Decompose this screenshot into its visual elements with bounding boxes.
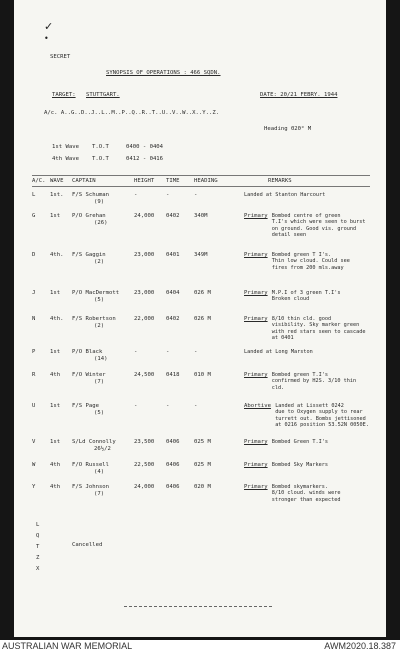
row-wave: 4th: [50, 372, 61, 378]
row-wave: 4th.: [50, 316, 64, 322]
row-remarks: Bombed Sky Markers: [271, 462, 329, 468]
row-time: 0402: [166, 213, 180, 219]
row-result: Primary: [244, 252, 268, 258]
row-wave: 1st: [50, 349, 61, 355]
wave-1-label: 1st Wave: [52, 144, 79, 150]
row-height: -: [134, 403, 138, 409]
heading: Heading 020° M: [264, 126, 312, 132]
row-time: 0402: [166, 316, 180, 322]
cancelled-aircraft: Q: [36, 533, 40, 539]
cancelled-label: Cancelled: [72, 542, 103, 548]
bottom-rule: [124, 606, 272, 607]
row-result: Primary: [244, 316, 268, 322]
footer-right: AWM2020.18.387: [324, 641, 396, 651]
row-height: -: [134, 349, 138, 355]
row-height: 23,000: [134, 290, 155, 296]
row-captain: F/S Page: [72, 403, 99, 409]
row-captain-no: (2): [94, 323, 105, 329]
row-captain: P/O MacDermott: [72, 290, 120, 296]
row-wave: 4th.: [50, 252, 64, 258]
row-captain: F/O Russell: [72, 462, 110, 468]
footer-bar: [0, 640, 400, 653]
col-ac: A/C.: [32, 178, 46, 184]
row-height: 22,000: [134, 316, 155, 322]
col-height: HEIGHT: [134, 178, 155, 184]
wave-4-tot: T.O.T: [92, 156, 109, 162]
row-time: -: [166, 349, 170, 355]
row-captain: S/Ld Connolly: [72, 439, 116, 445]
row-captain: F/O Winter: [72, 372, 106, 378]
row-time: 0406: [166, 462, 180, 468]
row-wave: 1st: [50, 290, 61, 296]
row-captain-no: (7): [94, 379, 105, 385]
row-captain-no: (26): [94, 220, 108, 226]
row-heading: 349M: [194, 252, 208, 258]
row-time: 0404: [166, 290, 180, 296]
row-ac: W: [32, 462, 36, 468]
row-captain-no: (9): [94, 199, 105, 205]
row-heading: 010 M: [194, 372, 211, 378]
row-height: 24,000: [134, 213, 155, 219]
row-wave: 1st: [50, 439, 61, 445]
row-remarks: Landed at Long Marston: [244, 349, 313, 355]
row-heading: -: [194, 403, 198, 409]
row-heading: -: [194, 349, 198, 355]
row-wave: 1st: [50, 213, 61, 219]
row-height: -: [134, 192, 138, 198]
cancelled-aircraft: L: [36, 522, 40, 528]
row-captain: F/S Gaggin: [72, 252, 106, 258]
row-captain: F/S Robertson: [72, 316, 116, 322]
row-ac: P: [32, 349, 36, 355]
row-result: Primary: [244, 290, 268, 296]
wave-1-tot: T.O.T: [92, 144, 109, 150]
row-ac: L: [32, 192, 36, 198]
row-wave: 4th: [50, 484, 61, 490]
row-remarks: Landed at Lissett 0242 due to Oxygen supply to rear turrett out. Bombs jettisoned at 0216 position 53.52N 0050E.: [275, 403, 369, 429]
row-time: 0418: [166, 372, 180, 378]
row-height: 24,000: [134, 484, 155, 490]
row-result: Primary: [244, 462, 268, 468]
row-captain: P/O Grehan: [72, 213, 106, 219]
aircraft-list: A/c. A..G..D..J..L..M..P..Q..R..T..U..V..W..X..Y..Z.: [44, 110, 220, 116]
row-captain-no: 26½/2: [94, 446, 111, 452]
classification: SECRET: [50, 54, 71, 60]
row-ac: R: [32, 372, 36, 378]
row-heading: 340M: [194, 213, 208, 219]
row-ac: D: [32, 252, 36, 258]
wave-1-time: 0400 - 0404: [126, 144, 164, 150]
row-height: 23,000: [134, 252, 155, 258]
row-time: 0406: [166, 439, 180, 445]
row-time: 0401: [166, 252, 180, 258]
row-captain: F/S Johnson: [72, 484, 110, 490]
row-heading: -: [194, 192, 198, 198]
row-result: Primary: [244, 439, 268, 445]
row-heading: 026 M: [194, 316, 211, 322]
row-height: 22,500: [134, 462, 155, 468]
row-captain-no: (14): [94, 356, 108, 362]
row-heading: 025 M: [194, 439, 211, 445]
row-remarks: Bombed skymarkers. 8/10 cloud. winds were stronger than expected: [271, 484, 341, 503]
row-captain-no: (5): [94, 297, 105, 303]
document-sheet: [14, 0, 386, 637]
target-label: TARGET:: [52, 92, 76, 98]
row-heading: 020 M: [194, 484, 211, 490]
row-remarks: M.P.I of 3 green T.I's Broken cloud: [271, 290, 341, 303]
row-time: -: [166, 403, 170, 409]
row-remarks: Bombed Green T.I's: [271, 439, 329, 445]
date: DATE: 20/21 FEBRY. 1944: [260, 92, 338, 98]
row-height: 23,500: [134, 439, 155, 445]
row-wave: 4th: [50, 462, 61, 468]
row-remarks: 8/10 thin cld. good visibility. Sky marker green with red stars seen to cascade at 0401: [271, 316, 366, 342]
col-heading: HEADING: [194, 178, 218, 184]
row-ac: V: [32, 439, 36, 445]
row-time: 0406: [166, 484, 180, 490]
row-result: Primary: [244, 372, 268, 378]
row-heading: 026 M: [194, 290, 211, 296]
row-captain-no: (5): [94, 410, 105, 416]
row-ac: N: [32, 316, 36, 322]
row-wave: 1st.: [50, 192, 64, 198]
wave-4-label: 4th Wave: [52, 156, 79, 162]
row-height: 24,500: [134, 372, 155, 378]
row-captain-no: (4): [94, 469, 105, 475]
row-captain-no: (2): [94, 259, 105, 265]
row-result: Abortive: [244, 403, 271, 409]
row-ac: J: [32, 290, 36, 296]
row-captain-no: (7): [94, 491, 105, 497]
row-heading: 025 M: [194, 462, 211, 468]
col-captain: CAPTAIN: [72, 178, 96, 184]
row-remarks: Bombed green T.I's confirmed by H2S. 3/10 thin cld.: [271, 372, 357, 391]
target-value: STUTTGART.: [86, 92, 120, 98]
document-title: SYNOPSIS OF OPERATIONS : 466 SQDN.: [106, 70, 221, 76]
row-ac: G: [32, 213, 36, 219]
row-remarks: Bombed centre of green T.I's which were seen to burst on ground. Good vis. ground detail seen: [271, 213, 366, 239]
wave-4-time: 0412 - 0416: [126, 156, 164, 162]
row-result: Primary: [244, 484, 268, 490]
row-result: Primary: [244, 213, 268, 219]
row-captain: P/O Black: [72, 349, 103, 355]
row-captain: F/S Schuman: [72, 192, 110, 198]
row-ac: U: [32, 403, 36, 409]
table-top-rule: [32, 175, 370, 176]
row-ac: Y: [32, 484, 36, 490]
row-time: -: [166, 192, 170, 198]
col-remarks: REMARKS: [268, 178, 292, 184]
cancelled-aircraft: T: [36, 544, 40, 550]
table-header-rule: [32, 186, 370, 187]
col-wave: WAVE: [50, 178, 64, 184]
handwritten-dot: •: [44, 34, 49, 43]
row-remarks: Landed at Stanton Harcourt: [244, 192, 326, 198]
col-time: TIME: [166, 178, 180, 184]
row-remarks: Bombed green T I's. Thin low cloud. Could see fires from 200 mls.away: [271, 252, 350, 271]
handwritten-mark: ✓: [44, 20, 54, 33]
cancelled-aircraft: X: [36, 566, 40, 572]
cancelled-aircraft: Z: [36, 555, 40, 561]
footer-left: AUSTRALIAN WAR MEMORIAL: [2, 641, 133, 651]
row-wave: 1st: [50, 403, 61, 409]
